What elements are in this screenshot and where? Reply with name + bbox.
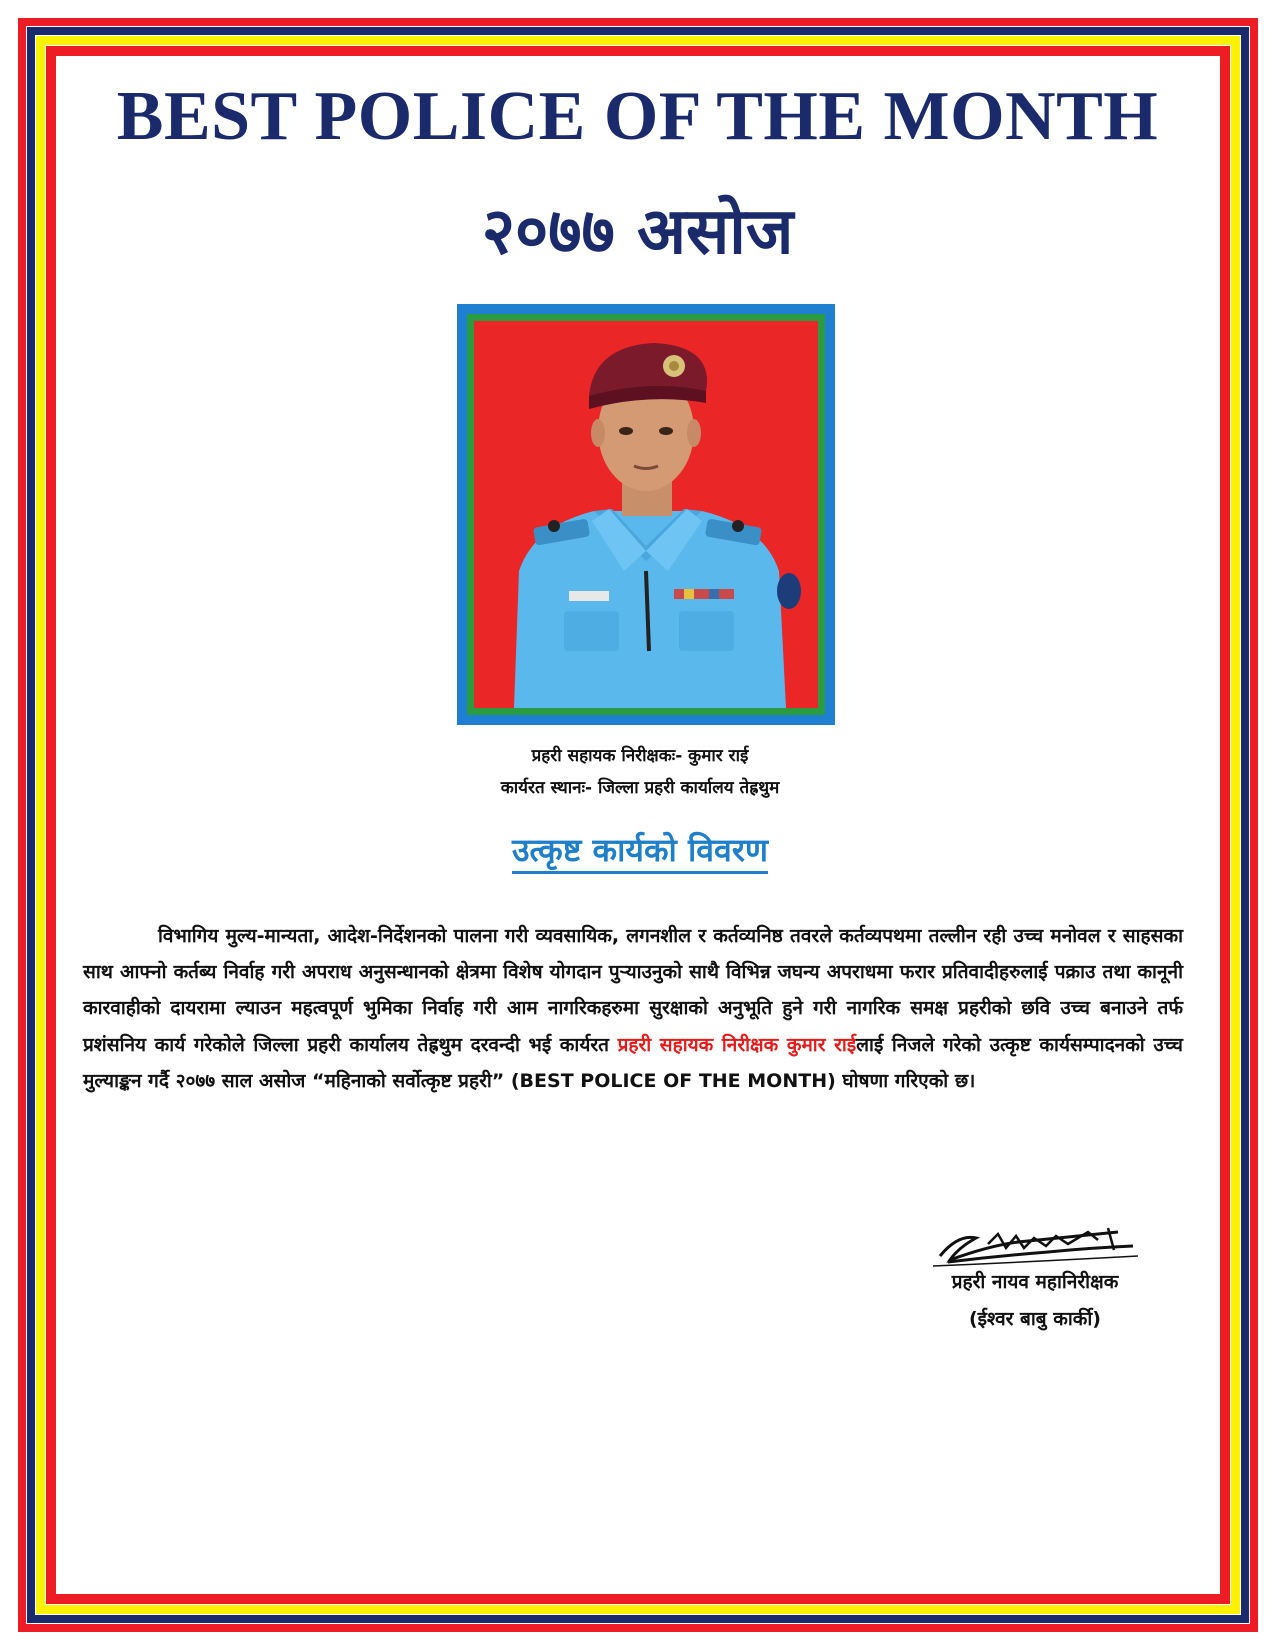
signatory-title: प्रहरी नायव महानिरीक्षक	[951, 1271, 1119, 1293]
officer-rank-line: प्रहरी सहायक निरीक्षकः- कुमार राई	[531, 746, 749, 766]
page-title: BEST POLICE OF THE MONTH	[116, 78, 1159, 155]
officer-station-line: कार्यरत स्थानः- जिल्ला प्रहरी कार्यालय तेह्रथुम	[500, 778, 780, 798]
photo-frame	[457, 304, 835, 725]
officer-portrait-illustration	[474, 321, 818, 708]
signatory-name: (ईश्वर बाबु कार्की)	[969, 1308, 1101, 1330]
section-heading-text: उत्कृष्ट कार्यको विवरण	[512, 831, 768, 874]
signature-image	[928, 1226, 1148, 1270]
officer-portrait	[474, 321, 818, 708]
highlighted-officer-name: प्रहरी सहायक निरीक्षक कुमार राई	[617, 1033, 857, 1056]
description-paragraph	[83, 918, 1183, 1099]
photo-green-border	[467, 314, 825, 715]
description-part-2: लाई निजले गरेको उत्कृष्ट कार्यसम्पादनको उच्च मुल्याङ्कन गर्दै २०७७ साल असोज “महिनाको सर्वोत्कृष्ट प्रहरी” (BEST POLICE OF THE MONTH) घोषणा गरिएको छ।	[83, 1033, 1183, 1092]
description-part-1: विभागिय मुल्य-मान्यता, आदेश-निर्देशनको पालना गरी व्यवसायिक, लगनशील र कर्तव्यनिष्ठ तवरले कर्तव्यपथमा तल्लीन रही उच्च मनोवल र साहसका साथ आफ्नो कर्तब्य निर्वाह गरी अपराध अनुसन्धानको क्षेत्रमा विशेष योगदान पुऱ्याउनुको साथै विभिन्न जघन्य अपराधमा फरार प्रतिवादीहरुलाई पक्राउ तथा कानूनी कारवाहीको दायरामा ल्याउन महत्वपूर्ण भुमिका निर्वाह गरी आम नागरिकहरुमा सुरक्षाको अनुभूति हुने गरी नागरिक समक्ष प्रहरीको छवि उच्च बनाउने तर्फ प्रशंसनिय कार्य गरेकोले जिल्ला प्रहरी कार्यालय तेह्रथुम दरवन्दी भई कार्यरत	[83, 925, 1183, 1056]
month-subtitle: २०७७ असोज	[481, 195, 794, 269]
inner-red-border	[46, 46, 1230, 1604]
section-heading	[300, 828, 980, 871]
